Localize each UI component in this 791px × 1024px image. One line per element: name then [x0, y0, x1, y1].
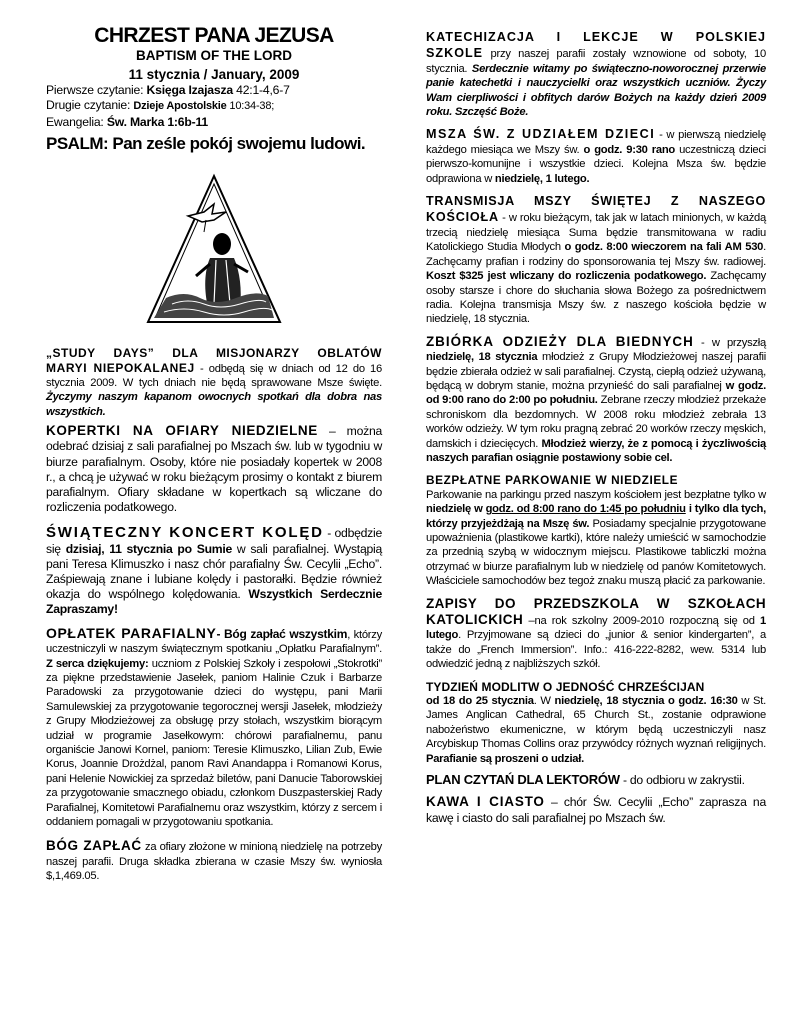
clothing-heading: ZBIÓRKA ODZIEŻY DLA BIEDNYCH — [426, 333, 694, 349]
page-subtitle: BAPTISM OF THE LORD — [136, 48, 292, 63]
envelopes-heading: KOPERTKI NA OFIARY NIEDZIELNE — [46, 423, 318, 439]
unity-week-notice: TYDZIEŃ MODLITW O JEDNOŚĆ CHRZEŚCIJAN od 18 do 25 stycznia. W niedzielę, 18 stycznia o godz. 16:30 w St. James Anglican Cathedral, 65 Church St., zostanie odprawione nabożeństwo ekumeniczne, w którym będą uczestniczyli nasz Arcybiskup Thomas Collins oraz przywódcy różnych wyznań religijnych. Parafianie są proszeni o udział. — [426, 679, 766, 765]
bog-zaplac-notice: BÓG ZAPŁAĆ za ofiary złożone w minioną niedzielę na potrzeby naszej parafii. Druga składka zbierana w czasie Mszy św. wyniosła $,1,469.05. — [46, 838, 383, 883]
kids-mass-notice: MSZA ŚW. Z UDZIAŁEM DZIECI - w pierwszą niedzielę każdego miesiąca we Mszy św. o godz. 9:30 rano uczestniczą dzieci pierwszo-komunijne i wszystkie dzieci. Kolejna Msza św. będzie odprawiona w niedzielę, 1 lutego. — [426, 127, 766, 185]
oplatek-heading: OPŁATEK PARAFIALNY — [46, 624, 217, 641]
parking-heading: BEZPŁATNE PARKOWANIE W NIEDZIELE — [426, 473, 679, 488]
coffee-heading: KAWA I CIASTO — [426, 794, 545, 810]
oplatek-notice: OPŁATEK PARAFIALNY- Bóg zapłać wszystkim, którzy uczestniczyli w naszym świątecznym spotkaniu „Opłatku Parafialnym”. Z serca dziękujemy: uczniom z Polskiej Szkoły i zespołowi „Stokrotki” za piękne przedstawienie Jasełek, paniom Halinie Czuk i Barbarze Paradowski za przygotowanie dzieci do występu, pani Marii Samulewskiej za przygotowanie tegorocznej wersji Jasełek, młodzieży z Grupy Młodzieżowej za obsługę przy stołach, wszystkim biorącym udział w programie Jasełkowym: chórowi parafialnemu, panu organiście Janowi Kornel, paniom: Teresie Klimuszko, Lilian Zub, Ewie Korus, Joannie Drożdżal, panom Ravi Anandappa i Romanowi Korus, pani Helenie Nowickiej za sprzedaż biletów, pani Danucie Taborowskiej za przygotowanie smacznego obiadu, członkom Duszpasterskiej Rady Parafialnej, Komitetowi Parafialnemu oraz wszystkim, którzy z sercem i oddaniem pomagali w przygotowaniu spotkania. — [46, 624, 382, 828]
reading-1: Pierwsze czytanie: Księga Izajasza 42:1-4,6-7 — [46, 83, 290, 97]
concert-heading: ŚWIĄTECZNY KONCERT KOLĘD — [46, 524, 324, 542]
envelopes-notice: KOPERTKI NA OFIARY NIEDZIELNE – można odebrać dzisiaj z sali parafialnej po Mszach św. lub w tygodniu w biurze parafialnym. Osoby, które nie posiadały kopertek w 2008 r., a chcą je używać w roku bieżącym prosimy o kontakt z biurem parafialnym. Ofiary składane w kopertkach są wliczane do rozliczenia podatkowego. — [46, 423, 382, 515]
broadcast-notice: TRANSMISJA MSZY ŚWIĘTEJ Z NASZEGO KOŚCIOŁA - w roku bieżącym, tak jak w latach minionych, w każdą trzecią niedzielę miesiąca Suma będzie transmitowana w radiu Katolickiego Studia Młodych o godz. 8:00 wieczorem na fali AM 530. Zachęcamy prafian i rodziny do sponsorowania tej Mszy św. radiowej. Koszt $325 jest wliczany do rozliczenia podatkowego. Zachęcamy osoby starsze i chore do słuchania słowa Bożego za pośrednictwem radia. Kolejna transmisja Mszy św. z naszego kościoła będzie w niedzielę, 18 stycznia. — [426, 194, 767, 326]
readings — [46, 83, 382, 130]
gospel: Ewangelia: Św. Marka 1:6b-11 — [46, 114, 208, 129]
psalm: PSALM: Pan ześle pokój swojemu ludowi. — [46, 134, 366, 154]
right-column — [426, 30, 766, 826]
study-days-heading: „STUDY DAYS” DLA MISJONARZY OBLATÓW — [46, 346, 382, 361]
baptism-logo-icon — [144, 172, 284, 332]
kindergarten-heading: ZAPISY DO PRZEDSZKOLA W SZKOŁACH — [426, 595, 766, 611]
bog-zaplac-heading: BÓG ZAPŁAĆ — [46, 838, 142, 854]
lectors-heading: PLAN CZYTAŃ DLA LEKTORÓW — [426, 772, 620, 788]
lectors-notice: PLAN CZYTAŃ DLA LEKTORÓW - do odbioru w zakrystii. — [426, 772, 745, 788]
catechesis-notice: KATECHIZACJA I LEKCJE W POLSKIEJ SZKOLE przy naszej parafii zostały wznowione od soboty, 10 stycznia. Serdecznie witamy po świąteczno-noworocznej przerwie panie katechetki i nauczycielki oraz wszystkich uczniów. Życzy Wam cierpliwości i obfitych darów Bożych na każdy dzień 2009 roku. Szczęść Boże. — [426, 30, 766, 119]
reading-2: Drugie czytanie: Dzieje Apostolskie 10:34-38; — [46, 98, 275, 113]
page-date: 11 stycznia / January, 2009 — [128, 67, 300, 82]
parking-notice: BEZPŁATNE PARKOWANIE W NIEDZIELE Parkowanie na parkingu przed naszym kościołem jest bezpłatne tylko w niedzielę w godz. od 8:00 rano do 1:45 po południu i tylko dla tych, którzy przyjeżdżają na Mszę św. Posiadamy specjalnie przygotowane upoważnienia (plastikowe kartki), które należy umieścić w samochodzie za przednią szybą w widocznym miejscu. Plastikowe tabliczki można otrzymać w biurze parafialnym lub w niedzielę od panów Komitetowych. Właściciele samochodów bez tegoż znaku muszą płacić za parkowanie. — [426, 473, 767, 588]
left-column — [46, 24, 382, 884]
clothing-notice: ZBIÓRKA ODZIEŻY DLA BIEDNYCH - w przyszłą niedzielę, 18 stycznia młodzież z Grupy Młodzieżowej naszej parafii będzie zbierała odzież w sali parafialnej. Czystą, ciepłą odzież używaną, będącą w dobrym stanie, można przynieść do sali parafialnej w godz. od 9:00 rano do 2:00 po południu. Zebrane rzeczy młodzież przekaże schroniskom dla bezdomnych. W 2008 roku młodzież zebrała 13 worków odzieży. W tym roku pragną zebrać 20 worków rzeczy męskich, damskich i dziecięcych. Młodzież wierzy, że z pomocą i życzliwością naszych parafian osiągnie postawiony sobie cel. — [426, 333, 767, 464]
catechesis-heading: KATECHIZACJA I LEKCJE W POLSKIEJ — [426, 30, 766, 44]
kids-mass-heading: MSZA ŚW. Z UDZIAŁEM DZIECI — [426, 127, 656, 142]
concert-notice: ŚWIĄTECZNY KONCERT KOLĘD - odbędzie się dzisiaj, 11 stycznia po Sumie w sali parafialnej. Wystąpią pani Teresa Klimuszko i nasz chór parafialny Św. Cecylii „Echo”. Zaśpiewają znane i lubiane kolędy i pastorałki. Będzie również okazja do wspólnego kolędowania. Wszystkich Serdecznie Zapraszamy! — [46, 524, 382, 617]
coffee-notice: KAWA I CIASTO – chór Św. Cecylii „Echo” zaprasza na kawę i ciasto do sali parafialnej po Mszach św. — [426, 794, 766, 825]
broadcast-heading: TRANSMISJA MSZY ŚWIĘTEJ Z NASZEGO — [426, 194, 766, 209]
unity-week-heading: TYDZIEŃ MODLITW O JEDNOŚĆ CHRZEŚCIJAN — [426, 679, 705, 694]
page-title: CHRZEST PANA JEZUSA — [94, 24, 334, 47]
study-days-notice: „STUDY DAYS” DLA MISJONARZY OBLATÓW MARYI NIEPOKALANEJ - odbędą się w dniach od 12 do 16 stycznia 2009. W tych dniach nie będą sprawowane Msze święte. Życzymy naszym kapanom owocnych spotkań dla dobra nas wszystkich. — [46, 346, 382, 418]
kindergarten-notice: ZAPISY DO PRZEDSZKOLA W SZKOŁACH KATOLICKICH –na rok szkolny 2009-2010 rozpoczną się od 1 lutego. Przyjmowane są dzieci do „junior & senior kindergarten”, a także do „French Immersion”. Info.: 416-222-8282, wew. 5314 lub odwiedzić jedną z najbliższych szkół. — [426, 595, 766, 671]
